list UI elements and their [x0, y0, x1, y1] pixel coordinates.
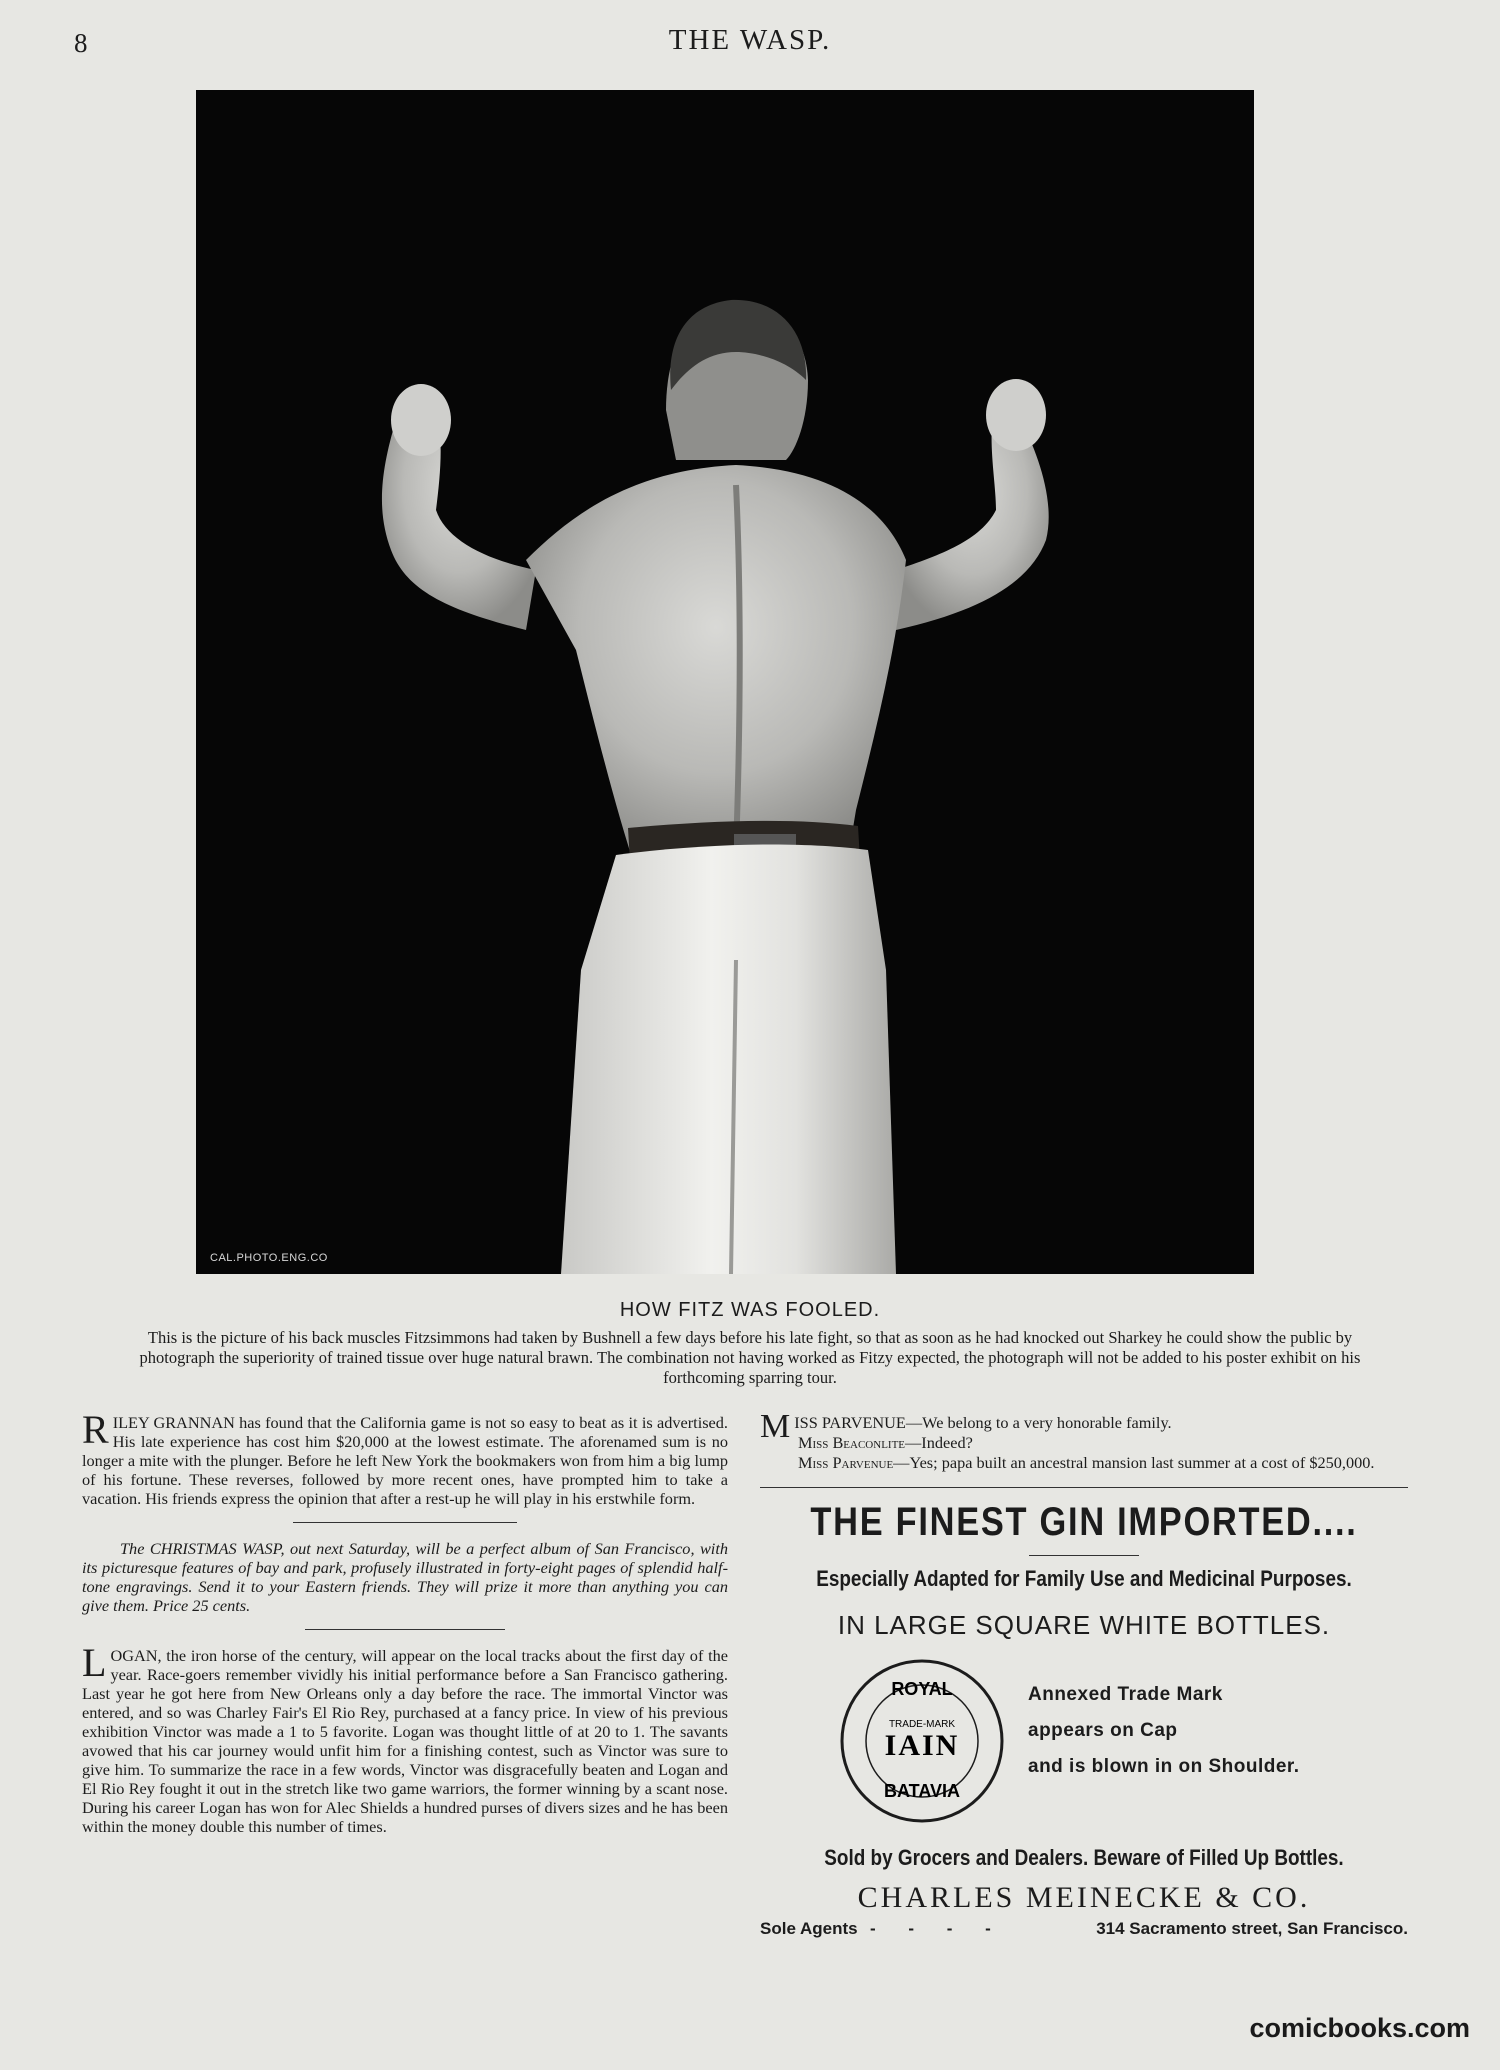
engraver-credit: CAL.PHOTO.ENG.CO — [210, 1252, 328, 1264]
ad-headline: THE FINEST GIN IMPORTED.... — [810, 1500, 1358, 1544]
dialog-text-2: —Indeed? — [905, 1433, 973, 1452]
left-column — [82, 1407, 728, 1836]
ad-subhead: Especially Adapted for Family Use and Medicinal Purposes. — [816, 1566, 1352, 1591]
right-column — [760, 1408, 1408, 1945]
logan-text: OGAN, the iron horse of the century, will appear on the local tracks about the first day of the year. Race-goers remember vividly his initial performance before a San Francisco gathering. Last year he got here from New Orleans only a day before the race. The immortal Vinctor was entered, and so was Charley Fair's El Rio Rey, purchased at a fancy price. In view of his previous exhibition Vinctor was made a 1 to 5 favorite. Logan was thought little of at 20 to 1. The savants avowed that his car journey would unfit him for a finishing contest, such as Vinctor was sure to give him. To summarize the race in a few words, Vinctor was disgracefully beaten and Logan and El Rio Rey fought it out in the stretch like two game warriors, the former winning by a scant nose. During his career Logan has won for Alec Shields a hundred purses of divers sizes and he has been within the money double this number of times. — [82, 1646, 728, 1836]
royal-batavia-seal-icon — [838, 1657, 1006, 1825]
grannan-paragraph — [82, 1407, 728, 1508]
seal-mid-text: IAIN — [884, 1729, 960, 1762]
ad-company-name: CHARLES MEINECKE & CO. — [857, 1881, 1311, 1914]
logan-paragraph — [82, 1640, 728, 1836]
dialog-speaker-2: Miss Beaconlite — [798, 1433, 906, 1452]
divider-rule — [760, 1487, 1408, 1488]
parvenue-dialog — [760, 1408, 1408, 1473]
boxer-photograph — [196, 90, 1254, 1274]
tm-line-1: Annexed Trade Mark — [1028, 1684, 1223, 1705]
seal-top-text: ROYAL — [891, 1679, 953, 1699]
tm-line-2: appears on Cap — [1028, 1720, 1178, 1741]
dialog-speaker-1: ISS PARVENUE — [794, 1413, 906, 1432]
dropcap-l: L — [82, 1640, 107, 1685]
grannan-text: ILEY GRANNAN has found that the California game is not so easy to beat as it is advertised. His late experience has cost him $20,000 at the lowest estimate. The aforenamed sum is no longer a mite with the plunger. Before he left New York the bookmakers won from him a big lump of his fortune. These reverses, followed by more recent ones, have prompted him to take a vacation. His friends express the opinion that after a rest-up he will play in his erstwhile form. — [82, 1413, 728, 1508]
divider-rule — [305, 1629, 505, 1630]
ad-bottles-line: IN LARGE SQUARE WHITE BOTTLES. — [837, 1610, 1331, 1640]
gin-advertisement — [760, 1500, 1408, 1945]
dropcap-m: M — [760, 1408, 791, 1445]
agents-address: 314 Sacramento street, San Francisco. — [1096, 1919, 1408, 1938]
christmas-wasp-notice: The CHRISTMAS WASP, out next Saturday, will be a perfect album of San Francisco, with its picturesque features of bay and park, profusely illustrated in forty-eight pages of splendid half-tone engravings. Send it to your Eastern friends. They will prize it more than anything you can give them. Price 25 cents. — [82, 1539, 728, 1615]
dialog-text-3: —Yes; papa built an ancestral mansion last summer at a cost of $250,000. — [893, 1453, 1375, 1472]
ad-divider — [1029, 1555, 1139, 1556]
seal-bottom-text: BATAVIA — [884, 1781, 960, 1801]
trademark-description — [1028, 1677, 1300, 1785]
site-watermark: comicbooks.com — [1249, 2013, 1470, 2043]
tm-line-3: and is blown in on Shoulder. — [1028, 1756, 1300, 1777]
agents-label: Sole Agents — [760, 1919, 858, 1938]
dropcap-r: R — [82, 1407, 109, 1452]
dialog-line-2 — [760, 1433, 1408, 1453]
seal-tm-text: TRADE-MARK — [888, 1719, 956, 1730]
trademark-section — [760, 1653, 1408, 1843]
dialog-speaker-3: Miss Parvenue — [798, 1453, 894, 1472]
ad-sold-line: Sold by Grocers and Dealers. Beware of Filled Up Bottles. — [824, 1845, 1344, 1870]
page-number: 8 — [74, 28, 88, 58]
dialog-text-1: —We belong to a very honorable family. — [905, 1413, 1172, 1432]
boxer-back-illustration — [196, 90, 1254, 1274]
photo-caption-body: This is the picture of his back muscles Fitzsimmons had taken by Bushnell a few days before his late fight, so that as soon as he had knocked out Sharkey he could show the public by photograph the superiority of trained tissue over huge natural brawn. The combination not having worked as Fitzy expected, the photograph will not be added to his poster exhibit on his forthcoming sparring tour. — [139, 1328, 1361, 1387]
agents-dashes: - - - - — [870, 1919, 1005, 1938]
photo-caption-title: HOW FITZ WAS FOOLED. — [619, 1299, 881, 1321]
divider-rule — [293, 1522, 517, 1523]
ad-agents-line — [760, 1919, 1408, 1945]
dialog-line-3 — [760, 1453, 1408, 1473]
running-title: THE WASP. — [668, 24, 832, 56]
